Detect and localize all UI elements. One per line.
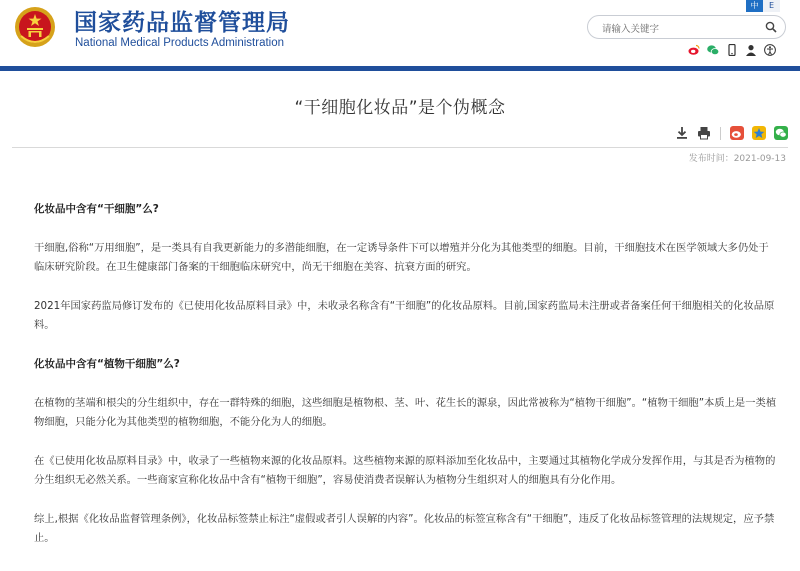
article-body (34, 200, 779, 568)
print-icon[interactable] (697, 126, 711, 140)
header-share-row (688, 44, 776, 56)
paragraph: 2021年国家药监局修订发布的《已使用化妆品原料目录》中，未收录名称含有“干细胞”的化妆品原料。目前,国家药监局未注册或者备案任何干细胞相关的化妆品原料。 (34, 300, 775, 331)
search-icon[interactable] (765, 21, 777, 33)
weibo-share-icon[interactable] (730, 126, 744, 140)
search-box[interactable] (587, 15, 786, 39)
lang-english-button[interactable]: E (763, 0, 780, 12)
weibo-icon[interactable] (688, 44, 700, 56)
article-title: “干细胞化妆品”是个伪概念 (294, 98, 506, 118)
publish-date: 发布时间：2021-09-13 (688, 154, 786, 164)
tool-separator (720, 127, 721, 140)
wechat-share-icon[interactable] (774, 126, 788, 140)
paragraph: 在植物的茎端和根尖的分生组织中，存在一群特殊的细胞，这些细胞是植物根、茎、叶、花生长的源泉，因此常被称为“植物干细胞”。“植物干细胞”本质上是一类植物细胞，只能分化为其他类型的植物细胞，不能分化为人的细胞。 (34, 397, 777, 428)
site-header (0, 0, 800, 66)
wechat-icon[interactable] (707, 44, 719, 56)
language-switch (746, 0, 780, 12)
article-tools (675, 126, 788, 140)
qzone-share-icon[interactable] (752, 126, 766, 140)
section-heading: 化妆品中含有“干细胞”么? (34, 203, 159, 215)
accessibility-icon[interactable] (764, 44, 776, 56)
download-icon[interactable] (675, 126, 689, 140)
header-divider (0, 66, 800, 71)
user-icon[interactable] (745, 44, 757, 56)
search-input[interactable]: 请输入关键字 (602, 24, 660, 35)
national-emblem-logo[interactable] (14, 6, 56, 48)
paragraph: 在《已使用化妆品原料目录》中，收录了一些植物来源的化妆品原料。这些植物来源的原料添加至化妆品中，主要通过其植物化学成分发挥作用，与其是否为植物的分生组织无必然关系。一些商家宣称化妆品中含有“植物干细胞”，容易使消费者误解认为植物分生组织对人的细胞具有分化作用。 (34, 455, 776, 486)
section-heading: 化妆品中含有“植物干细胞”么? (34, 358, 180, 370)
lang-chinese-button[interactable]: 中 (746, 0, 763, 12)
title-divider (12, 147, 788, 148)
site-name-en[interactable]: National Medical Products Administration (75, 37, 285, 49)
paragraph: 干细胞,俗称“万用细胞”，是一类具有自我更新能力的多潜能细胞，在一定诱导条件下可以增殖并分化为其他类型的细胞。目前，干细胞技术在医学领域大多仍处于临床研究阶段。在卫生健康部门备案的干细胞临床研究中，尚无干细胞在美容、抗衰方面的研究。 (34, 242, 769, 273)
paragraph: 综上,根据《化妆品监督管理条例》，化妆品标签禁止标注“虚假或者引人误解的内容”。化妆品的标签宣称含有“干细胞”，违反了化妆品标签管理的法规规定，应予禁止。 (34, 513, 775, 544)
site-name-cn[interactable]: 国家药品监督管理局 (74, 10, 290, 36)
mobile-icon[interactable] (726, 44, 738, 56)
